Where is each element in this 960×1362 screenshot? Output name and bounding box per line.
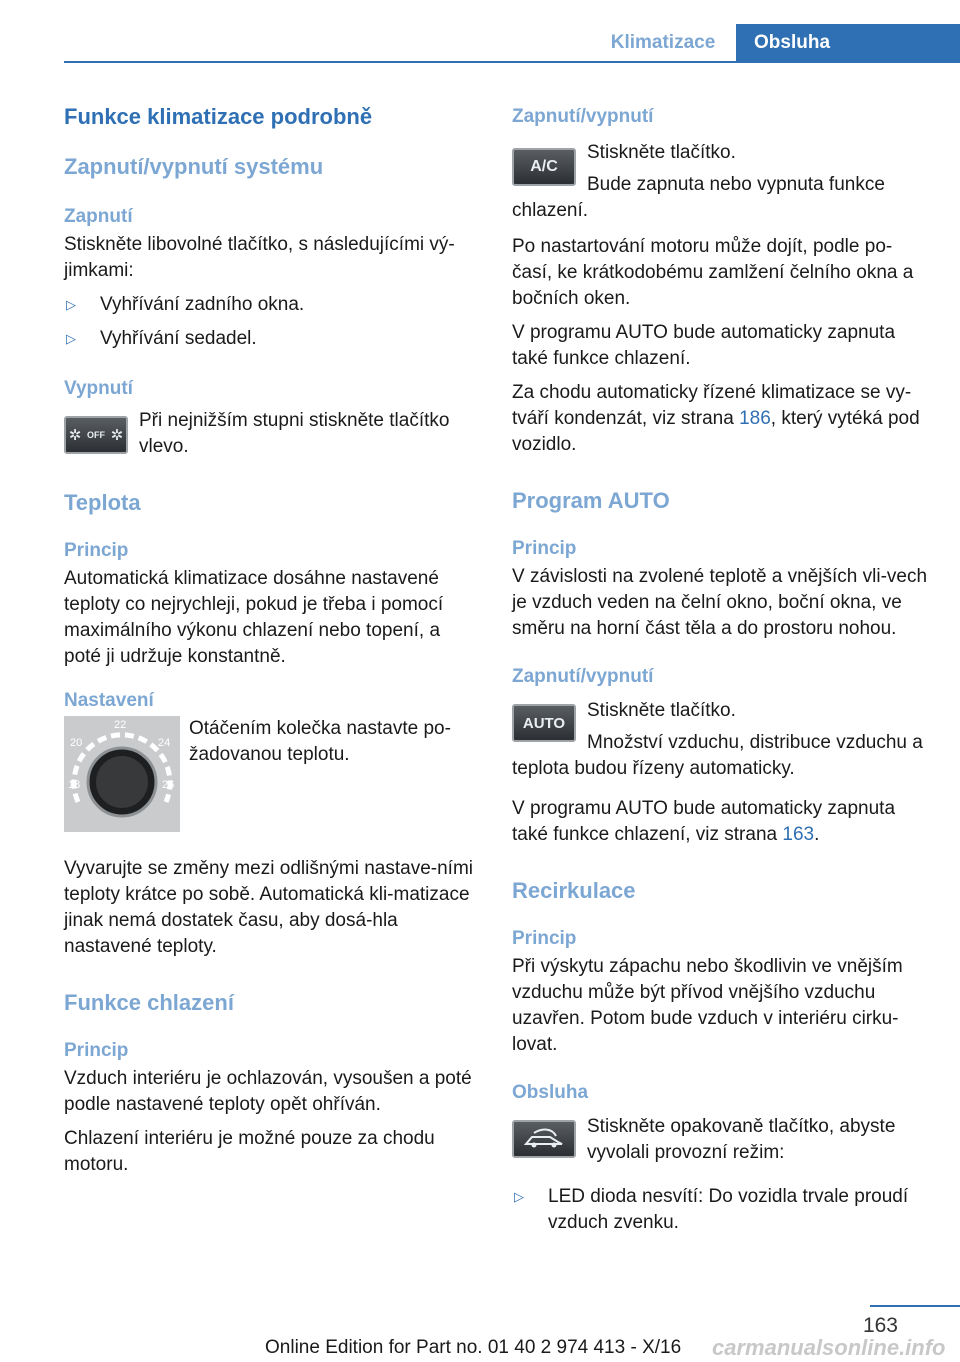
heading-recirculation: Recirkulace [512,878,636,903]
heading-principle: Princip [64,540,129,561]
paragraph-recirculation: Při výskytu zápachu nebo škodlivin ve vnějším vzduchu může být přívod vnějšího vzduchu uzavřen. Potom bude vzduch v interiéru cirku-lovat. [512,956,903,1055]
heading-principle: Princip [512,928,577,949]
paragraph-cooling-2: Chlazení interiéru je možné pouze za chodu motoru. [64,1128,435,1175]
auto-button-image: AUTO [512,704,576,742]
heading-principle: Princip [64,1040,129,1061]
paragraph-auto-cooling: V programu AUTO bude automaticky zapnuta také funkce chlazení. [512,322,896,369]
heading-principle: Princip [512,538,577,559]
temperature-dial-image [64,716,180,832]
paragraph-warning: Vyvarujte se změny mezi odlišnými nastave-ními teploty krátce po sobě. Automatická kli-matizace jinak nemá dostatek času, aby dosá-hla nastavené teploty. [64,858,473,957]
paragraph-fog: Po nastartování motoru může dojít, podle po-časí, ke krátkodobému zamlžení čelního okna a bočních oken. [512,236,914,309]
paragraph-condensate: Za chodu automaticky řízené klimatizace se vy-tváří kondenzát, viz strana 186, který vytéká pod vozidlo. [512,382,920,455]
edition-footer: Online Edition for Part no. 01 40 2 974 413 - X/16 [265,1337,682,1358]
heading-functions: Funkce klimatizace podrobně [64,104,373,129]
paragraph-principle: Automatická klimatizace dosáhne nastavené teploty co nejrychleji, pokud je třeba i pomocí maximálního výkonu chlazení nebo topení, a poté ji udržuje konstantně. [64,568,444,667]
dial-label-18: 18 [68,779,81,791]
dial-label-20: 20 [70,737,83,749]
header-tab-klimatizace[interactable]: Klimatizace [610,32,716,53]
triangle-bullet-icon: ▷ [514,1189,524,1204]
recirculation-instruction [512,1114,932,1172]
off-instruction [64,408,474,460]
paragraph-press: Stiskněte tlačítko. [587,700,736,721]
dial-label-26: 26 [162,779,175,791]
fan-off-button-image: ✲ OFF ✲ [64,416,128,454]
car-recirculation-icon [522,1128,566,1150]
page-link-186[interactable]: 186 [739,408,771,429]
left-column [64,100,474,1178]
footer-divider [870,1305,960,1307]
right-column [512,100,932,1236]
fan-icon: ✲ [110,427,124,444]
page-link-163[interactable]: 163 [782,824,815,845]
heading-auto-program: Program AUTO [512,488,670,513]
fan-icon: ✲ [68,427,82,444]
paragraph-ac-function: Bude zapnuta nebo vypnuta funkce chlazení. [512,174,885,221]
heading-temperature: Teplota [64,490,141,515]
paragraph-auto-principle: V závislosti na zvolené teplotě a vnějších vli-vech je vzduch veden na čelní okno, boční okna, ve směru na horní část těla a do prostoru nohou. [512,566,928,639]
paragraph-recirc-press: Stiskněte opakovaně tlačítko, abyste vyvolali provozní režim: [587,1116,896,1163]
heading-onoff: Zapnutí/vypnutí [512,106,654,127]
paragraph-cooling-1: Vzduch interiéru je ochlazován, vysoušen a poté podle nastavené teploty opět ohříván. [64,1068,472,1115]
list-item: ▷ LED dioda nesvítí: Do vozidla trvale proudí vzduch zvenku. [512,1184,932,1236]
heading-settings: Nastavení [64,690,154,711]
temperature-dial-instruction [64,716,474,856]
list-item: ▷ Vyhřívání sedadel. [64,326,474,352]
heading-off: Vypnutí [64,378,133,399]
triangle-bullet-icon: ▷ [66,331,76,346]
paragraph-settings: Otáčením kolečka nastavte po-žadovanou teplotu. [189,718,451,765]
dial-label-24: 24 [158,737,171,749]
heading-onoff-system: Zapnutí/vypnutí systému [64,154,324,179]
recirculation-button-image [512,1120,576,1158]
paragraph-off: Při nejnižším stupni stiskněte tlačítko vlevo. [139,410,450,457]
ac-instruction [512,140,932,175]
header-divider [64,61,960,63]
paragraph-auto-function: Množství vzduchu, distribuce vzduchu a teplota budou řízeny automaticky. [512,732,923,779]
paragraph-on: Stiskněte libovolné tlačítko, s následujícími vý-jimkami: [64,234,455,281]
triangle-bullet-icon: ▷ [66,297,76,312]
bullet-list-on [64,292,474,352]
page-number: 163 [862,1314,898,1337]
list-item: ▷ Vyhřívání zadního okna. [64,292,474,318]
heading-operation: Obsluha [512,1082,589,1103]
ac-button-image: A/C [512,148,576,186]
dial-label-22: 22 [114,719,127,731]
heading-cooling: Funkce chlazení [64,990,234,1015]
heading-on: Zapnutí [64,206,133,227]
bullet-list-recirc [512,1184,932,1236]
paragraph-auto-cooling-2: V programu AUTO bude automaticky zapnuta také funkce chlazení, viz strana 163. [512,798,896,845]
auto-instruction [512,698,932,732]
heading-onoff: Zapnutí/vypnutí [512,666,654,687]
header-tab-obsluha[interactable]: Obsluha [736,24,960,62]
paragraph-press: Stiskněte tlačítko. [587,142,736,163]
watermark: carmanualsonline.info [712,1335,946,1360]
